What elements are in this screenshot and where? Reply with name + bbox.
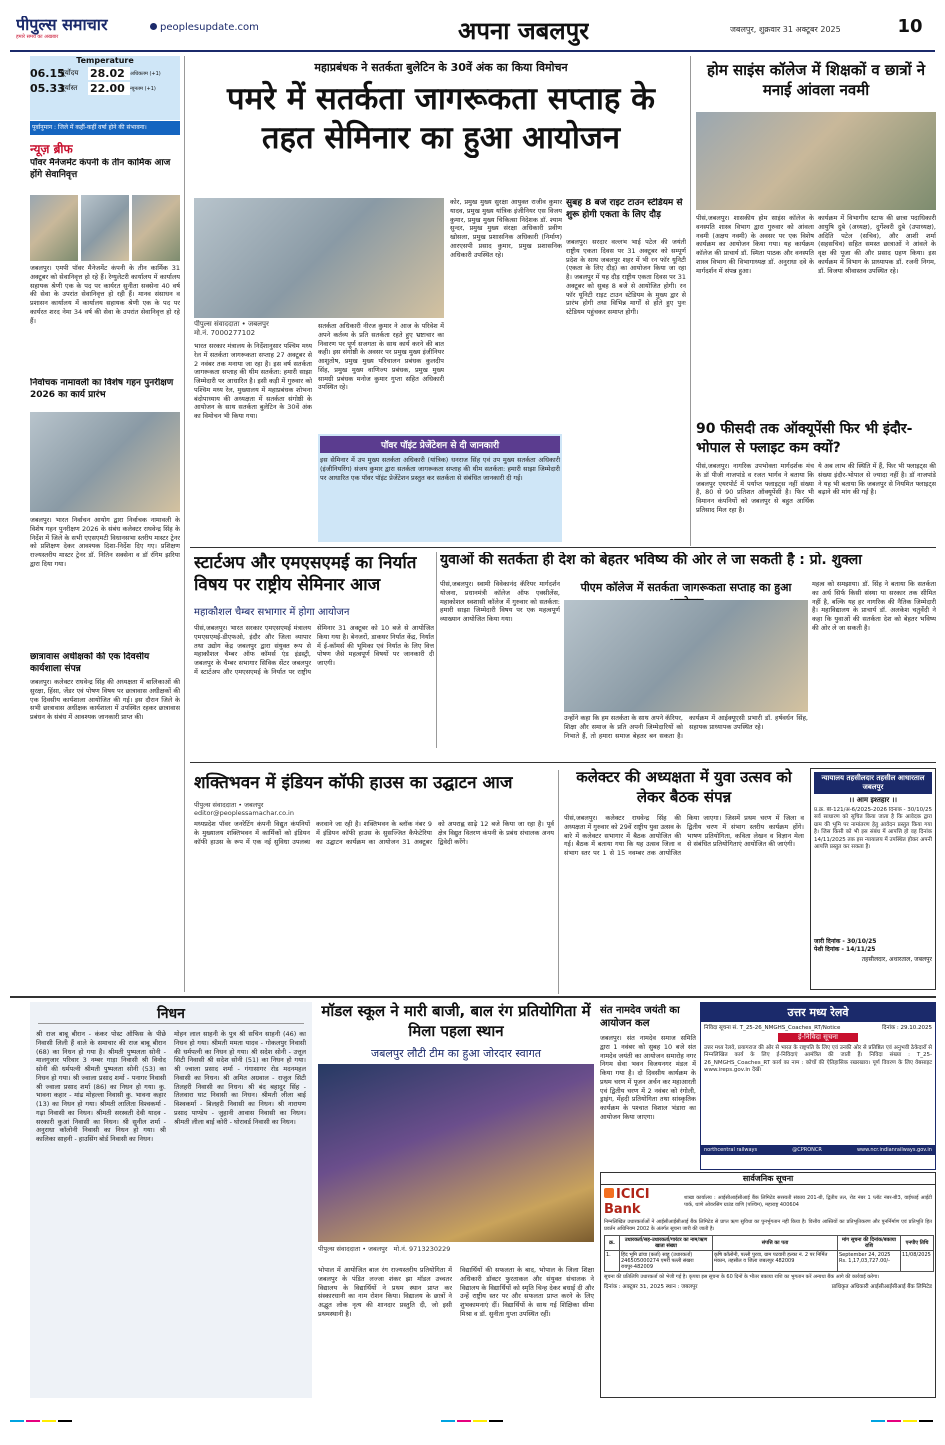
table-header: संपत्ति का पता	[713, 1235, 838, 1250]
page-number: 10	[897, 16, 923, 37]
brief-1-photos	[30, 195, 180, 261]
table-cell: 1.	[605, 1250, 620, 1271]
run-body: जबलपुर। सरदार वल्लभ भाई पटेल की जयंती राष्ट्रीय एकता दिवस पर 31 अक्टूबर को सम्पूर्ण प्रदेश के साथ जबलपुर शहर में भी रन फॉर यूनिटी (एकता के लिए दौड़) का आयोजन किया जा रहा है। जबलपुर में यह दौड़ राष्ट्रीय एकता दिवस पर 31 अक्टूबर को सुबह 8 बजे से आयोजित होगी। रन फॉर यूनिटी राइट टाउन स्टेडियम के मुख्य द्वार से प्रारंभ होगी तथा विभिन्न मार्गों से होते हुए पुनः स्टेडियम पहुंचकर समाप्त होगी।	[566, 238, 686, 317]
brief-1-body: जबलपुर। एमपी पॉवर मैनेजमेंट कंपनी के तीन कार्मिक 31 अक्टूबर को सेवानिवृत्त हो रहे हैं। रेग्युलेटरी कार्यालय में कार्यालय सहायक श्रेणी एक के पद पर कार्यरत सुनीता सक्सेना 40 वर्ष की सेवा के उपरांत सेवानिवृत्त हो रही हैं। मानव संसाधन व प्रशासन कार्यालय में कार्यालय सहायक श्रेणी एक के पद पर कार्यरत शरद नेमा 34 वर्ष की सेवा के उपरांत सेवानिवृत्त हो रहे हैं।	[30, 264, 180, 325]
lead-body-1: भारत सरकार मंत्रालय के निर्देशानुसार पश्चिम मध्य रेल में सतर्कता जागरूकता सप्ताह 27 अक्टूबर से 2 नवंबर तक मनाया जा रहा है। इस वर्ष सतर्कता जागरूकता सप्ताह की थीम सतर्कता: हमारी साझा जिम्मेदारी पर आधारित है। इसी कड़ी में गुरुवार को पश्चिम मध्य रेल, मुख्यालय में महाप्रबंधक शोभना बंदोपाध्याय की अध्यक्षता में सतर्कता संगोष्ठी के आयोजन के साथ सतर्कता बुलेटिन के 30वें अंक का विमोचन भी किया गया।	[194, 342, 312, 421]
coffee-body: मध्यप्रदेश पॉवर जनरेटिंग कंपनी विद्युत कंपनियों के मुख्यालय शक्तिभवन में कार्मिकों को इंडियन कॉफी हाउस के रूप में एक नई सुविधा उपलब्ध करवाने जा रही है। शक्तिभवन के ब्लॉक नंबर 9 में इंडियन कॉफी हाउस के सुसज्जित कैफेटेरिया का उद्घाटन कार्यक्रम का आयोजन 31 अक्टूबर को अपराह्न साढ़े 12 बजे किया जा रहा है। पूर्व क्षेत्र विद्युत वितरण कंपनी के प्रबंध संचालक अनय द्विवेदी करेंगे।	[194, 820, 554, 846]
table-header: मांग सूचना की दिनांक/बकाया राशि	[838, 1235, 901, 1250]
lead-headline: पमरे में सतर्कता जागरूकता सप्ताह के तहत सेमिनार का हुआ आयोजन	[226, 81, 655, 156]
home-science-body-2: कार्यक्रम में विभागीय स्टाफ की छात्रा पदाधिकारी आयुषि दुबे (अध्यक्ष), दुर्गेश्वरी दुबे (उपाध्यक्ष), अदिति पटेल (सचिव), और आशी शर्मा (सहसचिव) सहित समस्त छात्राओं ने आंवले के वृक्ष की पूजा की और प्रसाद ग्रहण किया। इस कार्यक्रम में विभाग के प्राध्यापक डॉ. रजनी निगम, डॉ. विजया श्रीवास्तव उपस्थित रहे।	[818, 214, 936, 275]
flight-headline: 90 फीसदी तक ऑक्यूपेंसी फिर भी इंदौर-भोपाल से फ्लाइट कम क्यों?	[696, 421, 913, 456]
issue-date: जबलपुर, शुक्रवार 31 अक्टूबर 2025	[730, 25, 841, 34]
court-notice-date2: पेशी दिनांक - 14/11/25	[814, 946, 876, 953]
portrait-photo	[81, 195, 129, 261]
home-science-body-1: पीसं,जबलपुर। शासकीय होम साइंस कॉलेज के वनस्पति शास्त्र विभाग द्वारा गुरुवार को आंवला नवमी (अक्षय नवमी) के अवसर पर एक विशेष कार्यक्रम का आयोजन किया गया। यह कार्यक्रम कॉलेज की प्राचार्य डॉ. स्मिता पाठक और वनस्पति शास्त्र विभाग की विभागाध्यक्ष डॉ. अनुराधा दवे के मार्गदर्शन में संपन्न हुआ।	[696, 214, 814, 275]
home-science-headline: होम साइंस कॉलेज में शिक्षकों व छात्रों ने मनाई आंवला नवमी	[706, 61, 926, 100]
collector-body: पीसं,जबलपुर। कलेक्टर राघवेन्द्र सिंह की अध्यक्षता में गुरुवार को 29वें राष्ट्रीय युवा उत्सव के बारे में कलेक्टर सभागार में बैठक आयोजित की गई। बैठक में बताया गया कि यह उत्सव जिला व संभाग स्तर पर 1 से 15 नवम्बर तक आयोजित किया जाएगा। जिसमें प्रथम चरण में जिला व द्वितीय चरण में संभाग स्तरीय कार्यक्रम होंगे। भाषण प्रतियोगिता, कविता लेखन व विज्ञान मेला से संबंधित प्रतियोगिताएं आयोजित की जाएंगी।	[564, 814, 804, 858]
lead-byline: पीपुल्स संवाददाता • जबलपुर मो.नं. 7000277102	[194, 320, 269, 337]
newspaper-logo[interactable]	[16, 16, 146, 42]
startup-body: पीसं,जबलपुर। भारत सरकार एमएसएमई मंत्रालय एमएसएमई-डीएफओ, इंदौर और जिला व्यापार तथा उद्योग केंद्र जबलपुर द्वारा संयुक्त रूप से महाकौशल चैम्बर ऑफ कॉमर्स एंड इंडस्ट्री, जबलपुर के चैम्बर सभागार सिविक सेंटर जबलपुर में स्टार्टअप और एमएसएमई के निर्यात पर राष्ट्रीय सेमिनार 31 अक्टूबर को 10 बजे से आयोजित किया गया है। बेनजरों, डाकघर निर्यात केंद्र, निर्यात में ई-कॉमर्स की भूमिका एवं निर्यात के लिए वित्त पोषण जैसे महत्वपूर्ण विषयों पर जानकारी दी जाएगी।	[194, 624, 434, 676]
section-rule	[190, 547, 936, 548]
home-science-photo	[696, 112, 936, 210]
icici-notice-title: सार्वजनिक सूचना	[601, 1173, 935, 1185]
youth-subhead: पीएम कॉलेज में सतर्कता जागरूकता सप्ताह का हुआ	[580, 581, 792, 594]
section-title: अपना जबलपुर	[458, 17, 590, 45]
table-header: एनपीए तिथि	[901, 1235, 934, 1250]
obituary-col-2: मोहन लाल साहनी के पुत्र श्री सचिन साहनी (46) का निधन हो गया। श्रीमती ममता यादव - गोकलपुर निवासी की धर्मपत्नी का निधन हो गया। श्री सदेश सोनी - उत्तूल सिटी निवासी श्री सदेश सोनी (51) का निधन हो गया। श्री ज्वाला प्रसाद शर्मा - गंगासागर रोड मदनमहल निवासी का निधन। श्री अमित अग्रवाल - राजुल सिटी तिलहरी निवासी का निधन। श्री बंद बहादुर सिंह - तिलवारा घाट निवासी का निधन। श्रीमती लीला बाई विश्वकर्मा - बिलहरी निवासी का निधन। श्री नारायण प्रसाद पाण्डेय - जुहानी आवास निवासी का निधन। श्रीमती लीला बाई कोरी - घोरावर्ड निवासी का निधन।	[174, 1030, 306, 1126]
table-cell: हिंद भूमि ढांचा (कर्ता) साहू (उधारकर्ता) 246505000274 एमरी पल्ली संखरा रायपुर-482009	[620, 1250, 713, 1271]
obituary-heading: निधन	[38, 1004, 304, 1024]
brief-3-title: छात्रावास अधीक्षकों की एक दिवसीय कार्यशाला संपन्न	[30, 652, 150, 674]
obituary-box	[30, 1002, 312, 1398]
table-header: उधारकर्ता/सह-उधारकर्ता/गारंटर का नाम/ऋण खाता संख्या	[620, 1235, 713, 1250]
court-notice-body: प्र.क्र. बी-121/अ-6/2025-2026 दिनांक - 30/10/25 सर्व साधारण को सूचित किया जाता है कि आवेदक द्वारा ग्राम की भूमि पर नामांतरण हेतु आवेदन प्रस्तुत किया गया है। जिस किसी को भी इस संबंध में आपत्ति हो वह दिनांक 14/11/2025 तक इस न्यायालय में उपस्थित होकर अपनी आपत्ति प्रस्तुत कर सकता है।	[814, 807, 932, 851]
icici-logo: ICICI Bank	[604, 1187, 650, 1217]
model-school-body-1: भोपाल में आयोजित बाल रंग राज्यस्तरीय प्रतियोगिता में जबलपुर के पंडित लज्जा शंकर झा मॉडल उच्चतर विद्यालय के विद्यार्थियों ने प्रथम स्थान प्राप्त कर संस्कारधानी का नाम रोशन किया। विद्यालय के छात्रों ने अद्भुत लोक नृत्य की शानदार प्रस्तुति दी, जो इसी प्रथमस्थानी है।	[318, 1266, 452, 1318]
railway-tender-date: दिनांक : 29.10.2025	[882, 1025, 932, 1031]
print-color-bar	[10, 1410, 935, 1422]
model-school-headline: मॉडल स्कूल ने मारी बाजी, बाल रंग प्रतियोगिता में मिला पहला स्थान	[321, 1002, 591, 1040]
youth-headline: युवाओं की सतर्कता ही देश को बेहतर भविष्य की ओर ले जा सकती है : प्रो. शुक्ला	[440, 552, 862, 568]
court-notice-signature: तहसीलदार, अधारताल, जबलपुर	[861, 956, 932, 963]
youth-body-2: महत्व को समझाया। डॉ. सिंह ने बताया कि सतर्कता का अर्थ सिर्फ किसी संस्था या सरकार तक सीमित नहीं है, बल्कि यह हर नागरिक की नैतिक जिम्मेदारी है। महाविद्यालय के प्राचार्य डॉ. अलकेश चतुर्वेदी ने कहा कि युवाओं की सतर्कता देश को बेहतर भविष्य की ओर ले जा सकती है।	[812, 580, 936, 632]
table-cell: 11/08/2025	[901, 1250, 934, 1271]
model-school-body-2: विद्यार्थियों की सफलता के बाद, भोपाल के जिला शिक्षा अधिकारी डॉक्टर फुरताकल और संयुक्त संचालक ने विद्यालय के विद्यार्थियों को स्मृति चिन्ह देकर बधाई दी और उन्हें राष्ट्रीय स्तर पर और सफलता प्राप्त करने के लिए शुभकामनाएं दीं। विद्यार्थियों के साथ गई शिक्षिका सीमा मिश्रा व डॉ. सुनीता गुप्ता उपस्थित रहीं।	[460, 1266, 594, 1318]
coffee-byline: पीपुल्स संवाददाता • जबलपुर editor@peoplessamachar.co.in	[194, 801, 294, 817]
lead-photo	[194, 198, 444, 318]
icici-signatory: प्राधिकृत अधिकारी आईसीआईसीआई बैंक लिमिटेड	[831, 1284, 932, 1291]
railway-notice	[700, 1002, 936, 1170]
icici-intro: निम्नलिखित उधारकर्ताओं ने आईसीआईसीआई बैंक लिमिटेड से प्राप्त ऋण सुविधा का पुनर्भुगतान नहीं किया है। वित्तीय आस्तियों का प्रतिभूतिकरण और पुनर्निर्माण एवं प्रतिभूति हित प्रवर्तन अधिनियम 2002 के अंतर्गत सूचना जारी की जाती है।	[604, 1219, 932, 1232]
model-school-byline: पीपुल्स संवाददाता • जबलपुर मो.नं. 9713230229	[318, 1245, 451, 1253]
court-notice-title: न्यायालय तहसीलदार तहसील आधारताल जबलपुर	[814, 772, 932, 794]
weather-forecast: पूर्वानुमान : जिले में कहीं-कहीं वर्षा होने की संभावना।	[30, 121, 180, 135]
collector-headline: कलेक्टर की अध्यक्षता में युवा उत्सव को लेकर बैठक संपन्न	[576, 768, 792, 806]
railway-footer-right[interactable]: www.ncr.indianrailways.gov.in	[856, 1147, 932, 1153]
startup-headline: स्टार्टअप और एमएसएमई का निर्यात विषय पर राष्ट्रीय सेमिनार आज	[194, 553, 417, 596]
youth-body-1: पीसं,जबलपुर। स्वामी विवेकानंद कॅरियर मार्गदर्शन योजना, प्रधानमंत्री कॉलेज ऑफ एक्सीलेंस, महाकोशल स्वशासी कॉलेज में गुरुवार को सतर्कता: हमारी साझा जिम्मेदारी विषय पर एक महत्वपूर्ण व्याख्यान आयोजित किया गया।	[440, 580, 560, 624]
logo-text: पीपुल्स समाचार	[16, 16, 108, 34]
portrait-photo	[30, 195, 78, 261]
bank-icon	[604, 1188, 614, 1198]
meeting-photo	[30, 412, 180, 512]
column-divider	[436, 552, 437, 748]
table-cell: कृषि कॉलोनी, पल्ली पुरवा, ग्राम पटवारी हल्का नं. 2 पर निर्मित मकान, तहसील व जिला जबलपुर 482009	[713, 1250, 838, 1271]
model-school-photo	[318, 1064, 594, 1242]
flight-body-2: ये अब लाभ की स्थिति में हैं, फिर भी फ्लाइट्स की संख्या इंदौर-भोपाल से ज्यादा नहीं है। डॉ नाजपांडे ने यह भी बताया कि जबलपुर से नियमित फ्लाइट्स बढ़ाने की मांग की गई है।	[818, 462, 936, 497]
section-rule	[10, 996, 936, 998]
run-headline: सुबह 8 बजे राइट टाउन स्टेडियम से शुरू होगी एकता के लिए दौड़	[566, 198, 683, 220]
lead-kicker: महाप्रबंधक ने सतर्कता बुलेटिन के 30वें अंक का किया विमोचन	[314, 61, 568, 74]
court-notice-subtitle: ।। आम इश्तहार ।।	[848, 796, 898, 804]
brief-1-title: पॉवर मैनेजमेंट कंपनी के तीन कार्मिक आज होंगे सेवानिवृत्त	[30, 158, 171, 180]
lead-body-2: सतर्कता अधिकारी नीरज कुमार ने आज के परिवेश में अपने कर्तव्य के प्रति सतर्कता रहते हुए भ्रष्टाचार का निवारण पर पूर्ण सजगता के साथ कार्य करने की बात कही। इस संगोष्ठी के अवसर पर प्रमुख मुख्य इंजीनियर आशुतोष, प्रमुख मुख्य परिचालन प्रबंधक कुलदीप सिंह, प्रमुख मुख्य वाणिज्य प्रबंधक, प्रमुख मुख्य सामग्री प्रबंधक मनोज कुमार गुप्ता सहित अधिकारी उपस्थित रहे।	[318, 322, 444, 392]
brief-2-title: निर्वाचक नामावली का विशेष गहन पुनरीक्षण 2026 का कार्य प्रारंभ	[30, 378, 174, 400]
court-notice-date1: जारी दिनांक - 30/10/25	[814, 938, 877, 945]
namdev-body: जबलपुर। संत नामदेव समाज समिति द्वारा 1 नवंबर को सुबह 10 बजे संत नामदेव जयंती का आयोजन समारोह नगर निगम सेवा भवन विजयनगर मंडल में किया गया है। दो दिवसीय कार्यक्रम के प्रथम चरण में पूजन अर्चन कर महाआरती एवं द्वितीय चरण में 2 नवंबर को रंगोली, ड्राइंग, मेंहदी प्रतियोगिता तथा सांस्कृतिक कार्यक्रम के पश्चात विशाल भंडारा का आयोजन किया जाएगा।	[600, 1034, 696, 1121]
table-row	[605, 1250, 934, 1271]
startup-subhead: महाकौशल चैम्बर सभागार में होगा आयोजन	[194, 607, 350, 618]
railway-body: उत्तर मध्य रेलवे, प्रयागराज की ओर से भारत के राष्ट्रपति के लिए एवं उनकी ओर से प्रतिष्ठित एवं अनुभवी ठेकेदारों से निम्नलिखित कार्य के लिए ई-निविदाएं आमंत्रित की जाती हैं। निविदा संख्या : T_25-26_NMGHS_Coaches_RT कार्य का नाम : कोचों की ऐतिहासिक रखरखाव। पूर्ण विवरण के लिए वेबसाइट www.ireps.gov.in देखें।	[704, 1045, 932, 1074]
flight-body-1: पीसं,जबलपुर। नागरिक उपभोक्ता मार्गदर्शक मंच के डॉ पीजी नाजपांडे व रजत भार्गव ने बताया कि जबलपुर एयरपोर्ट में पर्याप्त फ्लाइट्स नहीं संख्या है, 80 से 90 प्रतिशत ऑक्यूपेंसी है। फिर भी विमानन कंपनियों को जबलपुर से बहुत आर्थिक प्रतिसाद मिल रहा है।	[696, 462, 814, 514]
globe-icon	[150, 23, 157, 30]
youth-body-3: उन्होंने कहा कि हम सतर्कता के साथ अपने कॅरियर, शिक्षा और समाज के प्रति अपनी जिम्मेदारियों को निभाते हैं, तो हमारा समाज बेहतर बन सकता है। कार्यक्रम में आईक्यूएसी प्रभारी डॉ. हर्षवर्धन सिंह, सहायक प्राध्यापक उपस्थित रहे।	[564, 714, 808, 740]
lead-body-4: इस सेमिनार में उप मुख्य सतर्कता अधिकारी (यांत्रिक) धनराज सिंह एवं उप मुख्य सतर्कता अधिकारी (इंजीनियरिंग) संजय कुमार द्वारा सतर्कता जागरूकता सप्ताह की थीम सतर्कता: हमारी साझा जिम्मेदारी पर आधारित एक पॉवर पॉइंट प्रेजेंटेशन प्रस्तुत कर सतर्कता से संबंधित जानकारी दी गई।	[320, 456, 560, 482]
icici-place-date: दिनांक : अक्टूबर 31, 2025 स्थान : जबलपुर	[604, 1284, 698, 1291]
court-notice	[810, 768, 936, 990]
youth-photo	[564, 600, 808, 712]
icici-table	[604, 1235, 934, 1272]
weather-box: Temperature 06.15 सूर्योदय 28.02 अधिकतम (+1) 05.33 सूर्यास्त 22.00 न्यूनतम (+1)	[30, 56, 180, 120]
railway-tender-no: निविदा सूचना सं. T_25-26_NMGHS_Coaches_RT/Notice	[704, 1025, 841, 1031]
railway-footer-mid[interactable]: @CPRONCR	[792, 1147, 822, 1153]
icici-footer: सूचना की प्रतिलिपि उधारकर्ता को भेजी गई है। कृपया इस सूचना के 60 दिनों के भीतर बकाया राशि का भुगतान करें अन्यथा बैंक आगे की कार्रवाई करेगा।	[604, 1273, 880, 1280]
icici-notice	[600, 1172, 936, 1398]
railway-eprocure: ई-निविदा सूचना	[778, 1033, 858, 1042]
news-brief-heading: न्यूज़ ब्रीफ	[30, 142, 73, 156]
railway-header: उत्तर मध्य रेलवे	[701, 1003, 935, 1022]
obituary-col-1: श्री राज बाबू बीरान - कंकर पोस्ट ऑफिस के पीछे निवासी लिली हैं वाले के समाचार की राज बाबू बीरान (68) का निधन हो गया है। श्रीमती पुष्पलता सोनी - मालगुजार परिवार 3 नम्बर गाड़ा निवासी श्री विनोद सोनी की धर्मपत्नी श्रीमती पुष्पलता सोनी (53) का निधन हो गया। श्री ज्वाला प्रसाद शर्मा - पनागर निवासी श्री ज्वाला प्रसाद शर्मा (86) का निधन हो गया। कु. भावना कहार - मांढ मोहल्ला निवासी कु. भावना कहार (13) का निधन हो गया। श्रीमती लालिता विश्वकर्मा - गढ़ा निवासी का निधन। श्रीमती सरस्वती देवी यादव - सरकारी कुआं निवासी का निधन। श्री सुनील शर्मा - अनुराधा कॉलोनी निवासी का निधन हो गया। श्री कालिका साहनी - हाउसिंग बोर्ड निवासी का निधन।	[36, 1030, 166, 1144]
lead-subsection	[318, 434, 562, 542]
masthead	[0, 10, 945, 50]
railway-footer-left[interactable]: northcentral railways	[704, 1147, 758, 1153]
model-school-subhead: जबलपुर लौटी टीम का हुआ जोरदार स्वागत	[370, 1047, 542, 1060]
brief-3-body: जबलपुर। कलेक्टर राघवेन्द्र सिंह की अध्यक्षता में बालिकाओं की सुरक्षा, हिंसा, जेंडर एवं पोषण विषय पर छात्रावास अधीक्षकों की एक दिवसीय कार्यशाला आयोजित की गई। इस दौरान जिले के सभी छात्रावास अधीक्षक कार्यशाला में उपस्थित रहकर छात्रावास प्रबंधन के संबंध में आवश्यक जानकारी प्राप्त की।	[30, 678, 180, 722]
table-header-row	[605, 1235, 934, 1250]
column-divider	[184, 56, 185, 992]
table-cell: September 24, 2025 Rs. 1,17,03,727.00/-	[838, 1250, 901, 1271]
column-divider	[690, 56, 691, 546]
lead-subhead: पॉवर पॉइंट प्रेजेंटेशन से दी जानकारी	[320, 436, 560, 453]
coffee-headline: शक्तिभवन में इंडियन कॉफी हाउस का उद्घाटन आज	[194, 773, 513, 793]
logo-tagline: हमारे समय का अखबार	[16, 34, 59, 40]
namdev-headline: संत नामदेव जयंती का आयोजन कल	[600, 1005, 680, 1029]
section-rule	[190, 762, 936, 763]
icici-address: शाखा कार्यालय : आईसीआईसीआई बैंक लिमिटेड सरस्वती संकाय 201-बी, द्वितीय तल, रोड नंबर 1 प्लॉट नंबर-बी3, वाईफाई आईटी पार्क, थाणे ओवरसिंग ग्राउंड वाणि (पश्चिम), महाराष्ट्र 400604	[684, 1195, 932, 1208]
website-link[interactable]: peoplesupdate.com	[150, 22, 259, 33]
column-divider	[558, 770, 559, 994]
table-header: क्र.	[605, 1235, 620, 1250]
lead-body-3: कोर, प्रमुख मुख्य सुरक्षा आयुक्त राजीव कुमार यादव, प्रमुख मुख्य यांत्रिक इंजीनियर एस विजय कुमार, प्रमुख मुख्य चिकित्सा निदेशक डॉ. श्याम सुन्दर, प्रमुख मुख्य संरक्षा अधिकारी प्रवीण खोसला, प्रमुख प्रशासनिक अधिकारी (निर्माण) आरएसपी प्रसाद कुमार, प्रमुख प्रशासनिक अधिकारी उपस्थित रहे।	[450, 198, 562, 259]
brief-2-body: जबलपुर। भारत निर्वाचन आयोग द्वारा निर्वाचक नामावली के विशेष गहन पुनरीक्षण 2026 के संबंध कलेक्टर राघवेन्द्र सिंह के निर्देश में जिले के सभी एएसएमटी विधानसभा स्तरीय मास्टर ट्रेनर को प्रशिक्षण देकर आवश्यक दिशा-निर्देश दिए गए। प्रशिक्षण राज्यस्तरीय मास्टर ट्रेनर डॉ. नितिन सक्सेना व डॉ रंगिम झरिया द्वारा दिया गया।	[30, 516, 180, 568]
masthead-rule	[10, 50, 935, 52]
portrait-photo	[132, 195, 180, 261]
